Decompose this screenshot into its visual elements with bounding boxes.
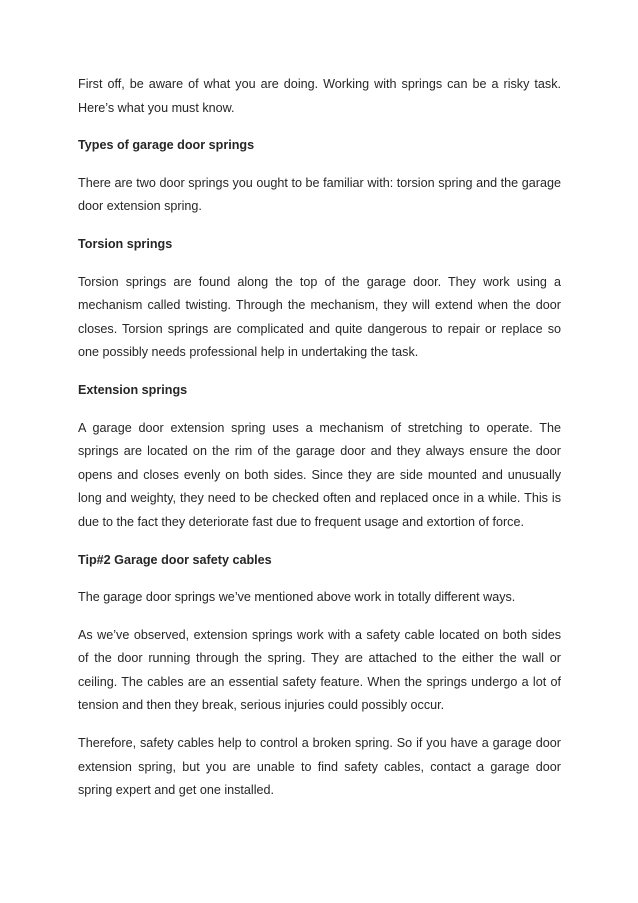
paragraph-types: There are two door springs you ought to be familiar with: torsion spring and the garage door extension spring. <box>78 175 561 214</box>
heading-extension-springs: Extension springs <box>78 382 188 397</box>
paragraph-cables: As we’ve observed, extension springs work with a safety cable located on both sides of the door running through the spring. They are attached to the either the wall or ceiling. The cables are an essential safety feature. When the springs undergo a lot of tension and then they break, serious injuries could possibly occur. <box>78 627 561 713</box>
document-page <box>78 73 561 817</box>
heading-torsion-springs: Torsion springs <box>78 236 173 251</box>
paragraph-intro: First off, be aware of what you are doing. Working with springs can be a risky task. Here’s what you must know. <box>78 77 561 115</box>
paragraph-extension: A garage door extension spring uses a mechanism of stretching to operate. The springs are located on the rim of the garage door and they always ensure the door opens and closes evenly on both sides. Since they are side mounted and unusually long and weighty, they need to be checked often and replaced once in a while. This is due to the fact they deteriorate fast due to frequent usage and extortion of force. <box>78 420 561 529</box>
paragraph-conclusion: Therefore, safety cables help to control a broken spring. So if you have a garage door extension spring, but you are unable to find safety cables, contact a garage door spring expert and get one installed. <box>78 736 561 798</box>
paragraph-springs-work: The garage door springs we’ve mentioned above work in totally different ways. <box>78 590 516 605</box>
heading-safety-cables: Tip#2 Garage door safety cables <box>78 552 272 567</box>
heading-types-of-springs: Types of garage door springs <box>78 138 255 153</box>
paragraph-torsion: Torsion springs are found along the top of the garage door. They work using a mechanism called twisting. Through the mechanism, they will extend when the door closes. Torsion springs are complicated and quite dangerous to repair or replace so one possibly needs professional help in undertaking the task. <box>78 274 561 360</box>
